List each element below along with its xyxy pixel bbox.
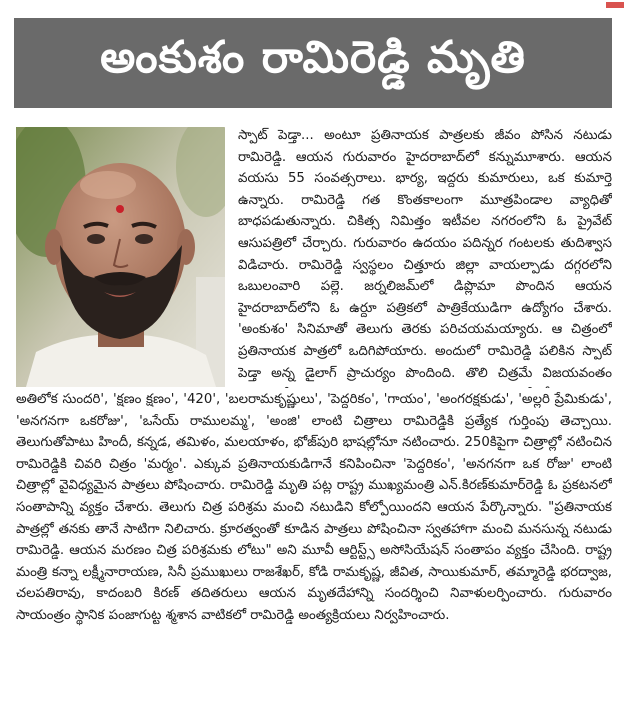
- article-body-column: స్పాట్ పెడ్తా... అంటూ ప్రతినాయక పాత్రలకు జీవం పోసిన నటుడు రామిరెడ్డి. ఆయన గురువారం హైదరాబాద్‌లో కన్నుమూశారు. ఆయన వయసు 55 సంవత్సరాలు. భార్య, ఇద్దరు కుమారులు, ఒక కుమార్తె ఉన్నారు. రామిరెడ్డి గత కొంతకాలంగా మూత్రపిండాల వ్యాధితో బాధపడుతున్నారు. చికిత్స నిమిత్తం ఇటీవల నగరంలోని ఓ ప్రైవేట్ ఆసుపత్రిలో చేర్చారు. గురువారం ఉదయం పదిన్నర గంటలకు తుదిశ్వాస విడిచారు. రామిరెడ్డి స్వస్థలం చిత్తూరు జిల్లా వాయల్పాడు దగ్గరలోని ఒబులంవారి పల్లె. జర్నలిజమ్‌లో డిప్లొమా పొందిన ఆయన హైదరాబాద్‌లోని ఓ ఉర్దూ పత్రికలో పాత్రికేయుడిగా ఉద్యోగం చేశారు. 'అంకుశం' సినిమాతో తెలుగు తెరకు పరిచయమయ్యారు. ఆ చిత్రంలో ప్రతినాయక పాత్రలో ఒదిగిపోయారు. అందులో రామిరెడ్డి పలికిన స్పాట్ పెడ్తా అన్న డైలాగ్ ప్రాచుర్యం పొందింది. తొలి చిత్రమే విజయవంతం: [238, 128, 612, 381]
- article-body-continued: అతిలోక సుందరి', 'క్షణం క్షణం', '420', 'బలరామకృష్ణులు', 'పెద్దరికం', 'గాయం', 'అంగరక్షకుడు', 'అల్లరి ప్రేమికుడు', 'అనగనగా ఒకరోజు', 'ఒసేయ్ రాములమ్మ', 'అంజి' లాంటి చిత్రాలు రామిరెడ్డికి ప్రత్యేక గుర్తింపు తెచ్చాయి. తెలుగుతోపాటు హిందీ, కన్నడ, తమిళం, మలయాళం, భోజ్‌పురి భాషల్లోనూ నటించారు. 250కిపైగా చిత్రాల్లో నటించిన రామిరెడ్డికి చివరి చిత్రం 'మర్మం'. ఎక్కువ ప్రతినాయకుడిగానే కనిపించినా 'పెద్దరికం', 'అనగనగా ఒక రోజు' లాంటి చిత్రాల్లో వైవిధ్యమైన పాత్రలు పోషించారు. రామిరెడ్డి మృతి పట్ల రాష్ట్ర ముఖ్యమంత్రి ఎన్.కిరణ్‌కుమార్‌రెడ్డి ఓ ప్రకటనలో సంతాపాన్ని వ్యక్తం చేశారు. తెలుగు చిత్ర పరిశ్రమ మంచి నటుడిని కోల్పోయిందని ఆయన పేర్కొన్నారు. "ప్రతినాయక పాత్రల్లో తనకు తానే సాటిగా నిలిచారు. క్రూరత్వంతో కూడిన పాత్రలు పోషించినా స్వతహాగా మంచి మనసున్న నటుడు రామిరెడ్డి. ఆయన మరణం చిత్ర పరిశ్రమకు లోటు" అని మూవీ ఆర్టిస్ట్స్ అసోసియేషన్ సంతాపం వ్యక్తం చేసింది. రాష్ట్ర మంత్రి కన్నా లక్ష్మీనారాయణ, సినీ ప్రముఖులు రాజశేఖర్, కోడి రామకృష్ణ, జీవిత, సాయికుమార్, తమ్మారెడ్డి భరద్వాజ, చలపతిరావు, కాదంబరి కిరణ్ తదితరులు ఆయన మృతదేహాన్ని సందర్శించి నివాళులర్పించారు. గురువారం సాయంత్రం స్థానిక పంజాగుట్ట శ్మశాన వాటికలో రామిరెడ్డి అంత్యక్రియలు నిర్వహించారు.: [16, 392, 612, 623]
- headline-title: అంకుశం రామిరెడ్డి మృతి: [100, 32, 526, 83]
- portrait-photo-icon: [16, 127, 225, 387]
- portrait-photo: [16, 127, 225, 387]
- headline-banner: [14, 18, 612, 108]
- corner-mark: [606, 2, 624, 8]
